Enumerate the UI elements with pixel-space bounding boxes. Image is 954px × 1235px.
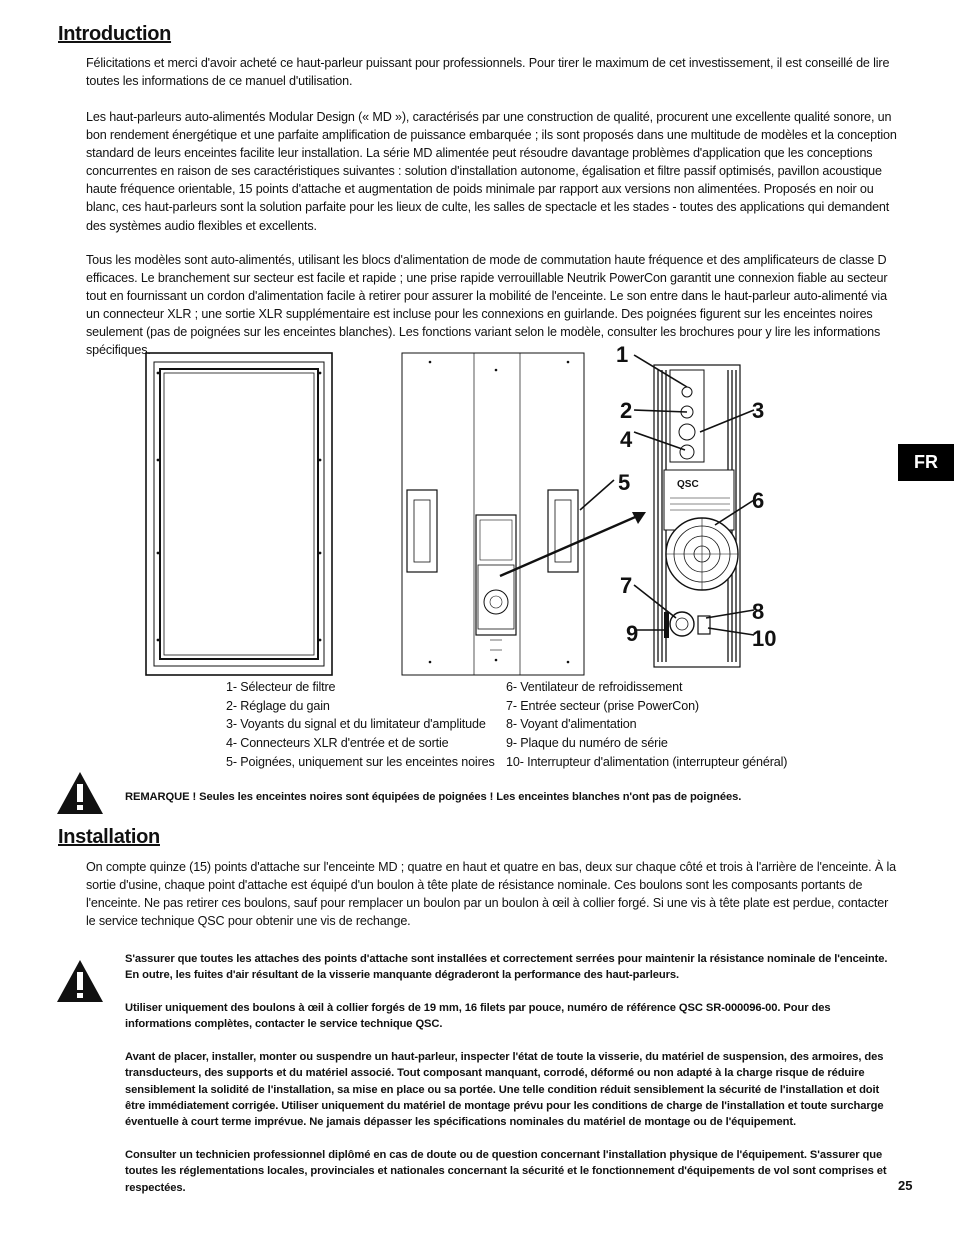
- legend-item: 8- Voyant d'alimentation: [506, 717, 637, 732]
- callout-5: 5: [618, 470, 631, 495]
- intro-paragraph-1: Félicitations et merci d'avoir acheté ce haut-parleur puissant pour professionnels. Pour tirer le maximum de cet investissement, il est conseillé de lire toutes les informations de ce manuel d'utilisation.: [86, 56, 890, 89]
- callout-9: 9: [626, 621, 639, 646]
- legend-item: 7- Entrée secteur (prise PowerCon): [506, 698, 699, 713]
- warning-regulations: Consulter un technicien professionnel diplômé en cas de doute ou de question concernant l'installation physique de l'équipement. S'assurer que toutes les réglementations locales, provinciales et nationales concernant la sécurité et le fonctionnement d'équipements de vol sont comprises et respectées.: [125, 1149, 887, 1194]
- install-paragraph: On compte quinze (15) points d'attache sur l'enceinte MD ; quatre en haut et quatre en bas, deux sur chaque côté et trois à l'arrière de l'enceinte. À la sortie d'usine, chaque point d'attache est équipé d'un boulon à tête plate de résistance nominale. Ces boulons sont les composants portants de l'enceinte. Ne pas retirer ces boulons, sauf pour remplacer un boulon par un boulon à œil à collier forgé. Si une vis à tête plate est perdue, contacter le service technique QSC pour obtenir une vis de rechange.: [86, 860, 896, 929]
- intro-paragraph-2: Les haut-parleurs auto-alimentés Modular Design (« MD »), caractérisés par une construction de qualité, procurent une excellente qualité sonore, un bon rendement énergétique et une parfaite amplification de puissance embarquée ; ils sont proposés dans une multitude de modèles et la conception standard de leurs enceintes facilite leur installation. La série MD alimentée peut résoudre davantage problèmes d'application que les conceptions concurrentes en raison de ses caractéristiques suivantes : solution d'installation autonome, égalisation et filtre passif optimisés, pavillon acoustique haute fréquence orientable, 15 points d'attache et augmentation de poids minimale par rapport aux versions non alimentées. Proposés en noir ou blanc, ces haut-parleurs sont la solution parfaite pour les lieux de culte, les salles de spectacle et les stades - toutes des applications qui demandent des systèmes audio flexibles et excellents.: [86, 110, 897, 233]
- legend-item: 6- Ventilateur de refroidissement: [506, 680, 683, 694]
- callout-6: 6: [752, 488, 765, 513]
- speaker-diagram: [140, 340, 790, 680]
- callout-1: 1: [616, 342, 629, 367]
- language-tab: FR: [898, 444, 954, 481]
- intro-heading: Introduction: [58, 23, 172, 45]
- speaker-rear-view: [402, 353, 584, 675]
- legend-item: 1- Sélecteur de filtre: [226, 680, 336, 694]
- warning-icon: [55, 958, 105, 1004]
- callout-8: 8: [752, 599, 765, 624]
- warning-eyebolts: Utiliser uniquement des boulons à œil à collier forgés de 19 mm, 16 filets par pouce, numéro de référence QSC SR-000096-00. Pour des informations complètes, contacter le service technique QSC.: [125, 1002, 831, 1031]
- warning-attachments: S'assurer que toutes les attaches des points d'attache sont installées et correctement serrées pour maintenir la résistance nominale de l'enceinte. En outre, les fuites d'air résultant de la visserie manquante dégraderont la performance des haut-parleurs.: [125, 953, 888, 982]
- warning-inspection: Avant de placer, installer, monter ou suspendre un haut-parleur, inspecter l'état de toute la visserie, du matériel de suspension, des armoires, des transducteurs, des supports et du matériel associé. Tout composant manquant, corrodé, déformé ou non adapté à la charge risque de réduire sensiblement la solidité de l'installation, sa mise en place ou sa portée. Une telle condition réduit sensiblement la sécurité de l'installation et doit être immédiatement corrigée. Utiliser uniquement du matériel de montage prévu pour les conditions de charge de l'installation et toute surcharge éventuelle à court terme imprévue. Ne jamais dépasser les spécifications nominales du matériel de montage ou de l'équipement.: [125, 1051, 884, 1129]
- callout-3: 3: [752, 398, 765, 423]
- speaker-front-view: [146, 353, 332, 675]
- callout-7: 7: [620, 573, 633, 598]
- panel-brand-label: QSC: [677, 479, 699, 490]
- callout-10: 10: [752, 626, 777, 651]
- legend-item: 4- Connecteurs XLR d'entrée et de sortie: [226, 736, 449, 751]
- intro-paragraph-3: Tous les modèles sont auto-alimentés, utilisant les blocs d'alimentation de mode de commutation haute fréquence et des amplificateurs de classe D efficaces. Le branchement sur secteur est facile et rapide ; une prise rapide verrouillable Neutrik PowerCon garantit une connexion fiable au secteur tout en fournissant un cordon d'alimentation facile à retirer pour assurer la mobilité de l'enceinte. Le son entre dans le haut-parleur auto-alimenté via un connecteur XLR ; une sortie XLR supplémentaire est incluse pour les connexions en guirlande. Des poignées figurent sur les enceintes noires seulement (pas de poignées sur les enceintes blanches). Les fonctions variant selon le modèle, consulter les brochures pour y lire les informations spécifiques.: [86, 253, 888, 358]
- note-handles: REMARQUE ! Seules les enceintes noires sont équipées de poignées ! Les enceintes blanches n'ont pas de poignées.: [125, 791, 742, 803]
- legend-left: [226, 678, 495, 772]
- legend-right: [506, 678, 787, 772]
- legend-item: 9- Plaque du numéro de série: [506, 736, 668, 751]
- legend-item: 5- Poignées, uniquement sur les enceintes noires: [226, 754, 495, 769]
- callout-2: 2: [620, 398, 633, 423]
- page-number: 25: [898, 1178, 913, 1193]
- legend-item: 10- Interrupteur d'alimentation (interrupteur général): [506, 754, 788, 769]
- warning-icon: [55, 770, 105, 816]
- install-heading: Installation: [58, 826, 160, 848]
- legend-item: 2- Réglage du gain: [226, 698, 330, 713]
- callout-4: 4: [620, 427, 633, 452]
- legend-item: 3- Voyants du signal et du limitateur d'amplitude: [226, 717, 486, 732]
- amplifier-panel-detail: [654, 365, 740, 667]
